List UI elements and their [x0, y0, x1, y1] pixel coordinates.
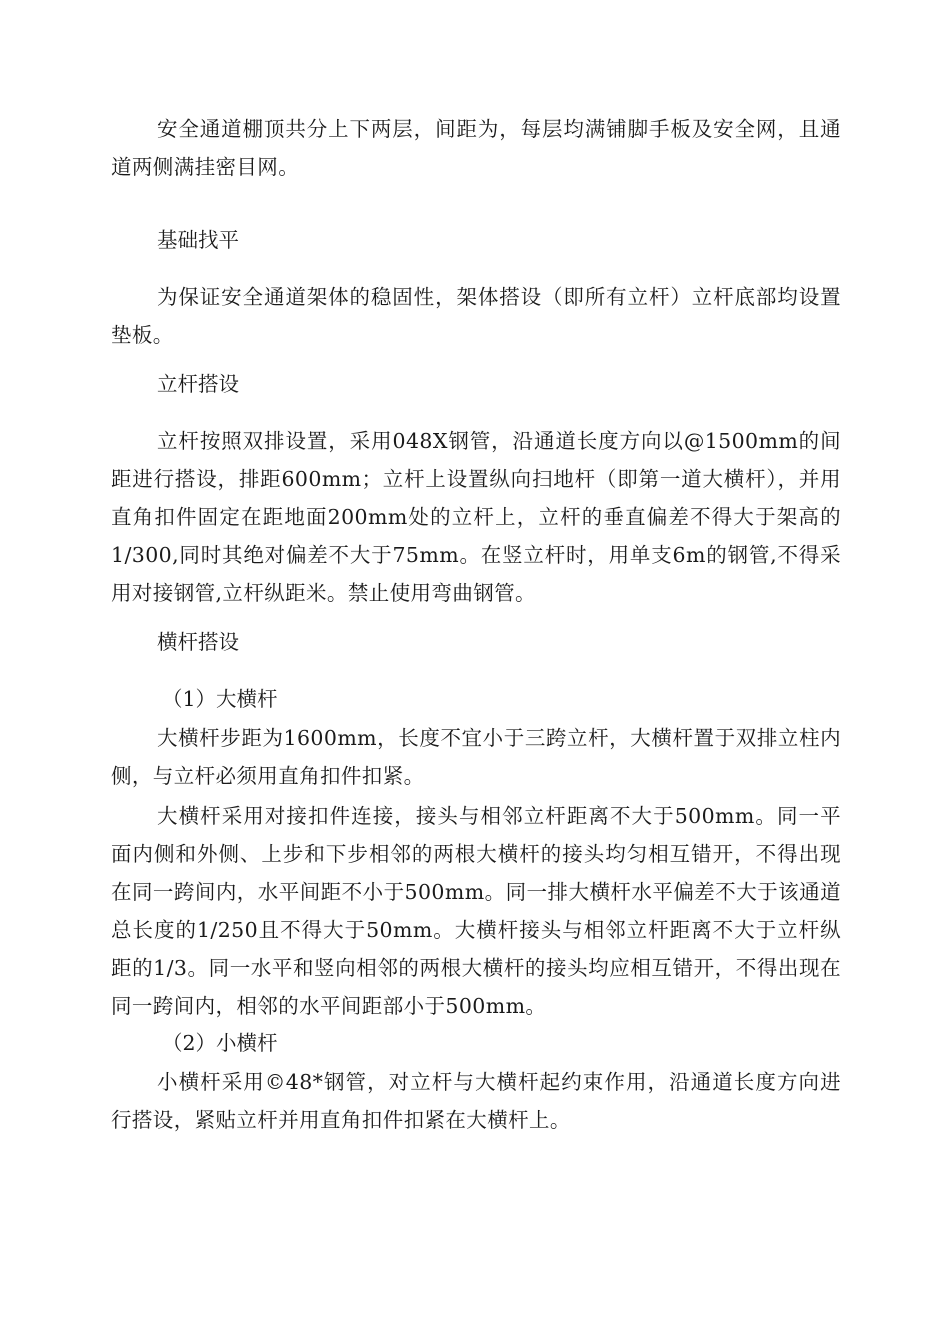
paragraph-canopy: 安全通道棚顶共分上下两层，间距为，每层均满铺脚手板及安全网，且通道两侧满挂密目网。	[111, 117, 841, 179]
paragraph-foundation: 为保证安全通道架体的稳固性，架体搭设（即所有立杆）立杆底部均设置垫板。	[111, 285, 841, 347]
subheading-large-crossbar: （1）大横杆	[162, 687, 278, 711]
paragraph-large-crossbar-spacing: 大横杆步距为1600mm，长度不宜小于三跨立杆，大横杆置于双排立柱内侧，与立杆必须用直角扣件扣紧。	[111, 726, 841, 788]
heading-foundation-leveling: 基础找平	[157, 228, 239, 252]
heading-upright-pole: 立杆搭设	[157, 372, 239, 396]
paragraph-large-crossbar-joints: 大横杆采用对接扣件连接，接头与相邻立杆距离不大于500mm。同一平面内侧和外侧、上步和下步相邻的两根大横杆的接头均匀相互错开，不得出现在同一跨间内，水平间距不小于500mm。同一排大横杆水平偏差不大于该通道总长度的1/250且不得大于50mm。大横杆接头与相邻立杆距离不大于立杆纵距的1/3。同一水平和竖向相邻的两根大横杆的接头均应相互错开，不得出现在同一跨间内，相邻的水平间距部小于500mm。	[111, 804, 841, 1018]
subheading-small-crossbar: （2）小横杆	[162, 1031, 278, 1055]
paragraph-upright-pole: 立杆按照双排设置，采用048X钢管，沿通道长度方向以@1500mm的间距进行搭设，排距600mm；立杆上设置纵向扫地杆（即第一道大横杆），并用直角扣件固定在距地面200mm处的立杆上，立杆的垂直偏差不得大于架高的1/300,同时其绝对偏差不大于75mm。在竖立杆时，用单支6m的钢管,不得采用对接钢管,立杆纵距米。禁止使用弯曲钢管。	[111, 429, 841, 605]
paragraph-small-crossbar: 小横杆采用©48*钢管，对立杆与大横杆起约束作用，沿通道长度方向进行搭设，紧贴立杆并用直角扣件扣紧在大横杆上。	[111, 1070, 841, 1132]
heading-crossbar: 横杆搭设	[157, 630, 239, 654]
